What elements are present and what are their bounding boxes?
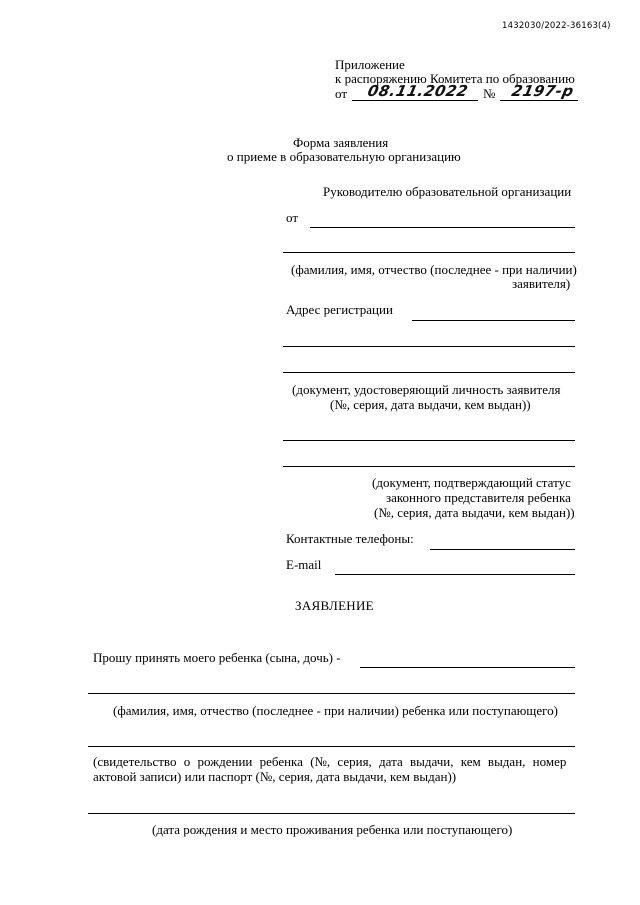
form-title-line1: Форма заявления — [293, 135, 389, 150]
address-line-3 — [283, 372, 575, 373]
appendix-number-label: № — [483, 86, 496, 101]
child-fio-caption: (фамилия, имя, отчество (последнее - при наличии) ребенка или поступающего) — [113, 703, 558, 718]
appendix-number-handwritten: 2197-р — [510, 82, 576, 100]
birth-cert-line — [88, 746, 575, 747]
appendix-title: Приложение — [335, 57, 405, 72]
rep-doc-caption-1: (документ, подтверждающий статус — [372, 475, 571, 490]
appendix-from-label: от — [335, 86, 348, 101]
address-line-2 — [283, 346, 575, 347]
email-line — [335, 574, 575, 575]
applicant-fio-line-2 — [283, 252, 575, 253]
id-doc-caption-2: (№, серия, дата выдачи, кем выдан)) — [330, 397, 531, 412]
rep-doc-line-2 — [283, 466, 575, 467]
address-label: Адрес регистрации — [286, 302, 393, 317]
applicant-fio-line-1 — [310, 227, 575, 228]
appendix-date-line — [352, 100, 478, 101]
statement-heading: ЗАЯВЛЕНИЕ — [295, 598, 374, 613]
child-name-line-2 — [88, 693, 575, 694]
birth-cert-caption-1: (свидетельство о рождении ребенка (№, серия, дата выдачи, кем выдан, номер — [93, 754, 567, 769]
birth-cert-caption-2: актовой записи) или паспорт (№, серия, дата выдачи, кем выдан)) — [93, 769, 457, 784]
phones-line — [430, 549, 575, 550]
child-name-line-1 — [360, 667, 575, 668]
birth-date-caption: (дата рождения и место проживания ребенка или поступающего) — [152, 822, 513, 837]
appendix-order-line: к распоряжению Комитета по образованию — [335, 71, 575, 86]
phones-label: Контактные телефоны: — [286, 531, 414, 546]
rep-doc-caption-2: законного представителя ребенка — [386, 490, 571, 505]
address-line-1 — [412, 320, 575, 321]
fio-caption-2: заявителя) — [512, 276, 571, 291]
document-id: 1432030/2022-36163(4) — [502, 21, 611, 31]
statement-request: Прошу принять моего ребенка (сына, дочь) - — [93, 650, 341, 665]
appendix-date-handwritten: 08.11.2022 — [366, 82, 470, 100]
addressee-to: Руководителю образовательной организации — [323, 184, 572, 199]
rep-doc-line-1 — [283, 440, 575, 441]
rep-doc-caption-3: (№, серия, дата выдачи, кем выдан)) — [374, 505, 575, 520]
appendix-number-line — [500, 100, 578, 101]
birth-date-line — [88, 813, 575, 814]
addressee-from-label: от — [286, 210, 299, 225]
email-label: E-mail — [286, 557, 322, 572]
id-doc-caption-1: (документ, удостоверяющий личность заявителя — [292, 382, 561, 397]
form-title-line2: о приеме в образовательную организацию — [227, 149, 461, 164]
fio-caption-1: (фамилия, имя, отчество (последнее - при наличии) — [291, 262, 577, 277]
